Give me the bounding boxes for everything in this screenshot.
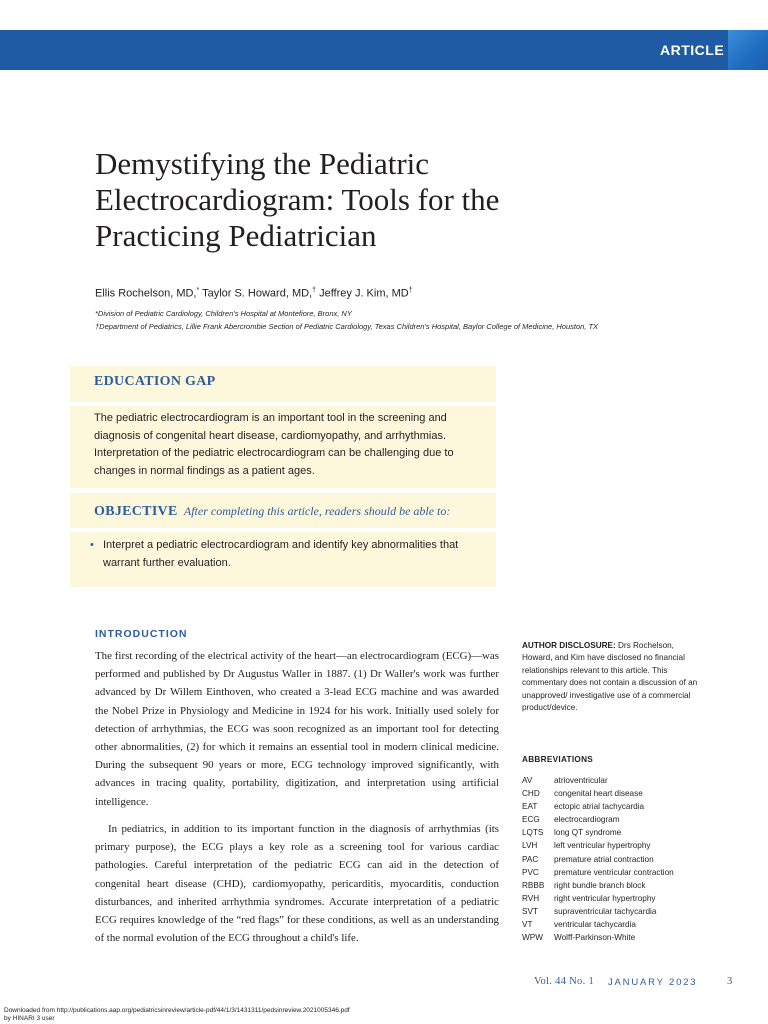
disclosure-text: Drs Rochelson, Howard, and Kim have disclosed no financial relationships relevant to this article. This commentary does not contain a discussion of an unapproved/ investigative use of a commercial product/device. (522, 641, 698, 713)
author-disclosure (522, 640, 702, 714)
bullet-icon: • (90, 539, 94, 551)
introduction-paragraph-1: The first recording of the electrical activity of the heart—an electrocardiogram (ECG)—was performed and published by Dr Augustus Waller in 1887. (1) Dr Waller's work was further advanced by Dr Willem Einthoven, who created a 3-lead ECG machine and was awarded the Nobel Prize in Physiology and Medicine in 1924 for his work. Initially used solely for detection of arrhythmias, the ECG was soon recognized as an important tool for detecting other abnormalities, (2) for which it remains an essential tool in modern clinical medicine. During the subsequent 90 years or more, ECG technology improved significantly, with advances in tracing quality, portability, digitization, and interpretation using artificial intelligence. (95, 650, 499, 808)
education-gap-divider (70, 402, 496, 406)
abbreviation-row (522, 826, 702, 839)
title-line-2: Electrocardiogram: Tools for the (95, 182, 500, 217)
objective-divider (70, 528, 496, 532)
abbreviation-definition: atrioventricular (554, 776, 608, 785)
abbreviation-term: PAC (522, 854, 539, 864)
abbreviations-list (522, 774, 702, 944)
article-title (95, 146, 655, 254)
abbreviation-row (522, 774, 702, 787)
abbreviation-term: CHD (522, 789, 540, 799)
abbreviation-row (522, 787, 702, 800)
author-3-mark: † (408, 287, 413, 294)
section-label: ARTICLE (660, 42, 725, 58)
author-1-mark: * (196, 287, 200, 294)
education-gap-heading: EDUCATION GAP (94, 374, 216, 389)
objective-subheading: After completing this article, readers should be able to: (183, 504, 451, 518)
footer-volume: Vol. 44 No. 1 (534, 976, 595, 987)
abbreviation-term: EAT (522, 802, 538, 812)
abbreviation-term: VT (522, 920, 533, 930)
abbreviation-definition: premature atrial contraction (554, 854, 654, 864)
abbreviation-row (522, 892, 702, 905)
introduction-heading: INTRODUCTION (95, 628, 188, 640)
abbreviation-row (522, 879, 702, 892)
title-line-3: Practicing Pediatrician (95, 218, 377, 253)
author-1: Ellis Rochelson, MD, (95, 287, 197, 300)
abbreviation-definition: electrocardiogram (554, 815, 620, 825)
abbreviation-term: WPW (522, 933, 543, 943)
abbreviation-term: AV (522, 776, 533, 785)
objective-heading: OBJECTIVE (94, 504, 178, 519)
abbreviation-definition: Wolff-Parkinson-White (554, 933, 636, 943)
abbreviation-definition: right bundle branch block (554, 880, 646, 890)
abbreviation-term: PVC (522, 867, 539, 877)
abbreviation-definition: supraventricular tachycardia (554, 906, 657, 916)
education-gap-box (70, 366, 496, 488)
affiliation-1: *Division of Pediatric Cardiology, Children's Hospital at Montefiore, Bronx, NY (95, 309, 352, 318)
abbreviation-row (522, 800, 702, 813)
abbreviations-heading: ABBREVIATIONS (522, 755, 594, 764)
abbreviation-row (522, 905, 702, 918)
education-gap-text: The pediatric electrocardiogram is an important tool in the screening and diagnosis of congenital heart disease, cardiomyopathy, and arrhythmias. Interpretation of the pediatric electrocardiogram can be challenging due to changes in normal findings as a patient ages. (94, 412, 454, 477)
abbreviation-row (522, 813, 702, 826)
objective-item (90, 537, 490, 572)
title-line-1: Demystifying the Pediatric (95, 146, 430, 181)
abbreviation-definition: congenital heart disease (554, 789, 643, 799)
abbreviation-row (522, 853, 702, 866)
page-number: 3 (727, 976, 733, 987)
objective-heading-row (94, 503, 450, 520)
abbreviation-term: SVT (522, 906, 538, 916)
author-list (95, 287, 413, 300)
abbreviation-row (522, 918, 702, 931)
author-2-mark: † (312, 287, 317, 294)
disclosure-label: AUTHOR DISCLOSURE: (522, 641, 616, 650)
abbreviation-term: LQTS (522, 828, 544, 838)
article-section-tab (638, 30, 768, 70)
abbreviation-row (522, 866, 702, 879)
section-tab-accent (728, 30, 768, 70)
abbreviation-term: RVH (522, 893, 540, 903)
abbreviation-definition: right ventricular hypertrophy (554, 893, 656, 903)
header-bar (0, 30, 768, 70)
author-3: Jeffrey J. Kim, MD (316, 287, 409, 300)
abbreviation-row (522, 931, 702, 944)
abbreviation-definition: left ventricular hypertrophy (554, 841, 651, 851)
author-2: Taylor S. Howard, MD, (199, 287, 313, 300)
download-note-line-2: by HINARI 3 user (4, 1015, 55, 1022)
abbreviation-definition: ventricular tachycardia (554, 920, 636, 930)
abbreviation-term: LVH (522, 841, 538, 851)
abbreviation-definition: ectopic atrial tachycardia (554, 802, 645, 812)
abbreviation-definition: long QT syndrome (554, 828, 622, 838)
download-note-line-1: Downloaded from http://publications.aap.org/pediatricsinreview/article-pdf/44/1/3/1431311/pedsinreview.2021005346.pdf (4, 1007, 350, 1014)
abbreviation-term: RBBB (522, 880, 545, 890)
objective-box (70, 493, 496, 587)
introduction-paragraph-2: In pediatrics, in addition to its important function in the diagnosis of arrhythmias (its primary purpose), the ECG plays a key role as a screening tool for various cardiac pathologies. Careful interpretation of the pediatric ECG can aid in the detection of congenital heart disease (CHD), cardiomyopathy, pericarditis, myocarditis, conduction disturbances, and inherited arrhythmia syndromes. Accurate interpretation of a pediatric ECG requires knowledge of the “red flags” for these conditions, as well as an understanding of the normal evolution of the ECG throughout a child's life. (95, 823, 499, 945)
abbreviation-row (522, 839, 702, 852)
abbreviation-definition: premature ventricular contraction (554, 867, 674, 877)
objective-item-text: Interpret a pediatric electrocardiogram and identify key abnormalities that warrant further evaluation. (103, 539, 459, 569)
footer-date: JANUARY 2023 (608, 977, 698, 988)
abbreviation-term: ECG (522, 815, 540, 825)
affiliation-2: †Department of Pediatrics, Lillie Frank Abercrombie Section of Pediatric Cardiology, Texas Children's Hospital, Baylor College of Medicine, Houston, TX (95, 322, 599, 331)
